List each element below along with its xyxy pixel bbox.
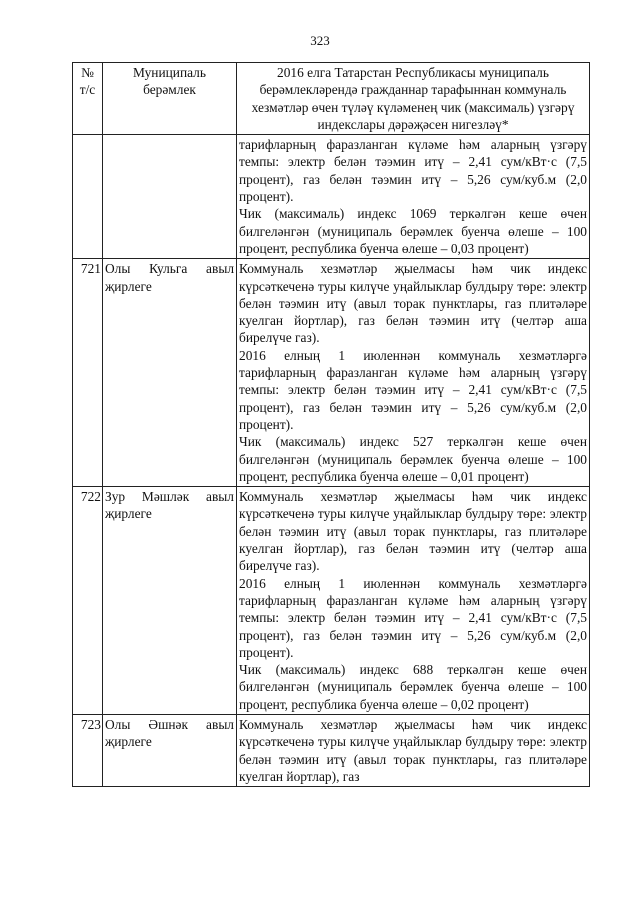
row-number: 721 — [73, 259, 103, 487]
municipality-name: Олы Әшнәк авыл җирлеге — [103, 714, 237, 786]
description-paragraph: Чик (максималь) индекс 1069 теркәлгән кеше өчен билгеләнгән (муниципаль берәмлек буенча өлеше – 100 процент, республика буенча өлеше – 0,03 процент) — [239, 206, 587, 256]
table-row — [73, 259, 590, 487]
cell-description — [237, 259, 590, 487]
header-num: № т/с — [73, 63, 103, 135]
table-row — [73, 714, 590, 786]
description-paragraph: Чик (максималь) индекс 527 теркәлгән кеше өчен билгеләнгән (муниципаль берәмлек буенча өлеше – 100 процент, республика буенча өлеше – 0,01 процент) — [239, 434, 587, 484]
header-description: 2016 елга Татарстан Республикасы муниципаль берәмлекләрендә гражданнар тарафыннан коммуналь хезмәтләр өчен түләү күләменең чик (максималь) үзгәрү индекслары дәрәҗәсен нигезләү* — [237, 63, 590, 135]
description-paragraph: 2016 елның 1 июленнән коммуналь хезмәтләргә тарифларның фаразланган күләме һәм аларның үзгәрү темпы: электр белән тәэмин итү – 2,41 сум/кВт·с (7,5 процент), газ белән тәэмин итү – 5,26 сум/куб.м (2,0 процент). — [239, 575, 587, 660]
description-paragraph: Коммуналь хезмәтләр җыелмасы һәм чик индекс күрсәткеченә туры килүче уңайлыклар булдыру төре: электр белән тәэмин итү (авыл торак пунктлары, газ плитәләре куелган йортлар), газ белән тәэмин итү (челтәр аша бирелүче газ). — [239, 489, 587, 574]
page-number: 323 — [310, 33, 330, 48]
description-paragraph: Чик (максималь) индекс 688 теркәлгән кеше өчен билгеләнгән (муниципаль берәмлек буенча өлеше – 100 процент, республика буенча өлеше – 0,02 процент) — [239, 662, 587, 712]
indices-table — [72, 62, 590, 787]
municipality-name: Олы Кульга авыл җирлеге — [103, 259, 237, 487]
cell-num — [73, 135, 103, 259]
row-number: 723 — [73, 714, 103, 786]
cell-description — [237, 135, 590, 259]
description-paragraph: Коммуналь хезмәтләр җыелмасы һәм чик индекс күрсәткеченә туры килүче уңайлыклар булдыру төре: электр белән тәэмин итү (авыл торак пунктлары, газ плитәләре куелган йортлар), газ белән тәэмин итү (челтәр аша бирелүче газ). — [239, 261, 587, 346]
header-municipality: Муниципаль берәмлек — [103, 63, 237, 135]
cell-description — [237, 487, 590, 715]
cell-municipality — [103, 135, 237, 259]
table-header-row — [73, 63, 590, 135]
row-number: 722 — [73, 487, 103, 715]
description-paragraph: Коммуналь хезмәтләр җыелмасы һәм чик индекс күрсәткеченә туры килүче уңайлыклар булдыру төре: электр белән тәэмин итү (авыл торак пунктлары, газ плитәләре куелган йортлар), газ — [239, 716, 587, 784]
description-paragraph: 2016 елның 1 июленнән коммуналь хезмәтләргә тарифларның фаразланган күләме һәм аларның үзгәрү темпы: электр белән тәэмин итү – 2,41 сум/кВт·с (7,5 процент), газ белән тәэмин итү – 5,26 сум/куб.м (2,0 процент). — [239, 347, 587, 432]
municipality-name: Зур Мәшләк авыл җирлеге — [103, 487, 237, 715]
table-row — [73, 487, 590, 715]
description-paragraph: тарифларның фаразланган күләме һәм аларның үзгәрү темпы: электр белән тәэмин итү – 2,41 сум/кВт·с (7,5 процент), газ белән тәэмин итү – 5,26 сум/куб.м (2,0 процент). — [239, 137, 587, 205]
cell-description — [237, 714, 590, 786]
table-row-continuation — [73, 135, 590, 259]
